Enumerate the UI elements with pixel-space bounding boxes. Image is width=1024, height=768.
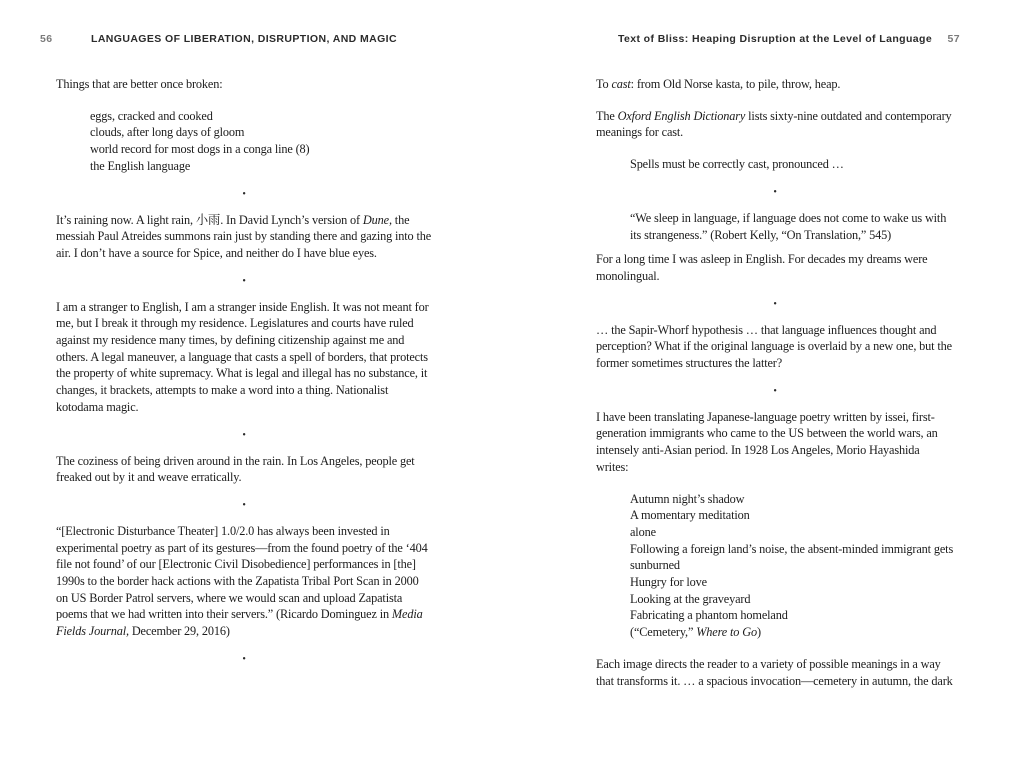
running-header-right [596,33,960,45]
text-run: eggs, cracked and cooked [90,108,213,123]
bullet-glyph: • [773,298,777,310]
text-run: Fabricating a phantom homeland [630,608,788,623]
section-separator [56,275,432,289]
text-run: The [596,108,618,123]
text-run: Spells must be correctly cast, pronounced … [630,157,844,172]
page-right [596,0,960,768]
text-run: Hungry for love [630,575,707,590]
page-left [40,0,432,768]
verse-line [90,158,432,175]
text-run: “We sleep in language, if language does not come to wake us with its strangeness.” (Robert Kelly, “On Translation,” 545) [630,210,947,242]
verse-block [630,491,954,641]
paragraph [56,212,432,262]
bullet-glyph: • [773,186,777,198]
text-run: It’s raining now. A light rain, 小雨. In David Lynch’s version of [56,212,363,227]
section-separator [596,298,954,312]
text-run: December 29, 2016) [128,624,230,639]
text-run: the English language [90,158,191,173]
verse-line [630,491,954,508]
verse-block [630,156,954,173]
text-run: For a long time I was asleep in English. For decades my dreams were monolingual. [596,252,928,283]
text-run: Looking at the graveyard [630,591,751,606]
text-run: lists sixty-nine outdated and contemporary meanings for cast. [596,108,952,140]
bullet-glyph: • [242,429,246,441]
running-head-right-title: Text of Bliss: Heaping Disruption at the Level of Language [617,33,933,45]
paragraph [56,523,432,640]
section-separator [56,429,432,443]
text-run: (“Cemetery,” [630,625,697,640]
section-separator [56,653,432,667]
page-body-left [56,76,432,677]
paragraph [56,453,432,486]
bullet-glyph: • [242,275,246,287]
paragraph [596,108,954,141]
verse-line [90,141,432,158]
verse-block [90,108,432,175]
text-run: : from Old Norse kasta, to pile, throw, heap. [630,77,841,91]
text-run: ) [756,625,761,640]
block-quote [630,210,954,243]
paragraph [596,656,954,689]
page-body-right [596,76,954,704]
bullet-glyph: • [242,188,246,200]
section-separator [56,499,432,513]
paragraph [56,299,432,416]
paragraph [596,409,954,476]
paragraph [596,76,954,93]
page-number-left: 56 [40,33,53,45]
bullet-glyph: • [242,499,246,511]
paragraph [596,251,954,284]
running-header-left [40,33,432,45]
section-separator [596,186,954,200]
text-run: Things that are better once broken: [56,77,223,91]
text-run: … the Sapir-Whorf hypothesis … that language influences thought and perception? What if the original language is overlaid by a new one, but the former sometimes structures the latter? [596,322,952,371]
page-number-right: 57 [947,33,960,45]
verse-line [630,591,954,608]
text-run: “[Electronic Disturbance Theater] 1.0/2.0 has always been invested in experimental poetry as part of its gestures—from the found poetry of the ‘404 file not found’ of our [Electronic Civil Disobedience] performances in [the] 1990s to the border hack actions with the Zapatista Tribal Port Scan in 2000 on US Border Patrol servers, where we would scan and upload Zapatista poems that we had written into their servers.” (Ricardo Dominguez in [56,523,428,622]
text-run: alone [630,524,656,539]
italic-text-run: cast [611,77,631,91]
text-run: clouds, after long days of gloom [90,125,245,140]
section-separator [56,188,432,202]
running-head-left-title: LANGUAGES OF LIBERATION, DISRUPTION, AND MAGIC [91,33,397,45]
verse-line [630,574,954,591]
italic-text-run: Oxford English Dictionary [617,108,746,123]
verse-line [90,108,432,125]
verse-line [630,607,954,624]
text-run: To [596,77,612,91]
text-run: A momentary meditation [630,508,750,523]
italic-text-run: Where to Go [696,625,757,640]
italic-text-run: Dune, [362,212,392,227]
bullet-glyph: • [242,653,246,665]
paragraph [56,76,432,93]
text-run: Following a foreign land’s noise, the absent-minded immigrant gets sunburned [630,541,954,573]
text-run: Autumn night’s shadow [630,491,745,506]
bullet-glyph: • [773,385,777,397]
text-run: I am a stranger to English, I am a stranger inside English. It was not meant for me, but I break it through my residence. Legislatures and courts have ruled against my residence many times, by defining citizenship against me and others. A legal maneuver, a language that casts a spell of borders, that protects the property of white supremacy. What is legal and illegal has no substance, it changes, it brackets, attempts to make a word into a thing. Nationalist kotodama magic. [56,299,429,414]
text-run: I have been translating Japanese-language poetry written by issei, first-generation immigrants who came to the US between the world wars, an intensely anti-Asian period. In 1928 Los Angeles, Morio Hayashida writes: [596,409,938,474]
text-run: The coziness of being driven around in the rain. In Los Angeles, people get freaked out by it and weave erratically. [56,453,415,485]
text-run: world record for most dogs in a conga line (8) [90,142,310,157]
verse-line [630,156,954,173]
text-run: Each image directs the reader to a variety of possible meanings in a way that transforms it. … a spacious invocation—cemetery in autumn, the dark [596,656,953,688]
verse-line [630,624,954,641]
section-separator [596,385,954,399]
paragraph [596,322,954,372]
verse-line [90,124,432,141]
text-run: the messiah Paul Atreides summons rain just by standing there and gazing into the air. I don’t have a source for Spice, and neither do I have blue eyes. [56,212,432,260]
italic-text-run: Media Fields Journal, [56,607,423,639]
verse-line [630,541,954,574]
verse-line [630,507,954,524]
verse-line [630,524,954,541]
